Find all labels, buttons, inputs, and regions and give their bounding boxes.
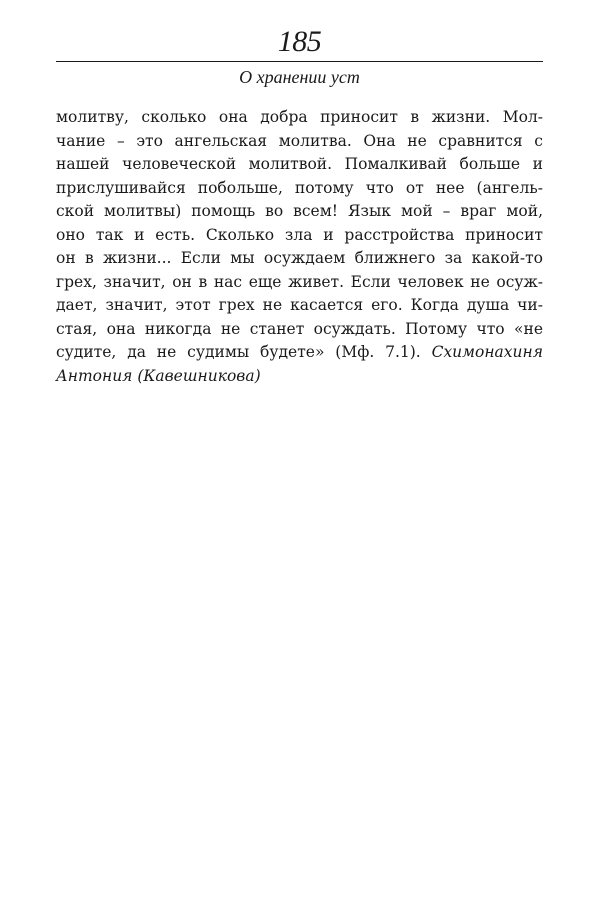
- page-number: 185: [277, 25, 322, 58]
- text-line: нашей человеческой молитвой. Помалкивай больше и: [56, 155, 543, 173]
- citation-text: судите, да не судимы будете» (Мф. 7.1).: [56, 343, 432, 361]
- header-divider: [56, 61, 543, 62]
- text-line: прислушивайся побольше, потому что от нее (ангель-: [56, 178, 543, 197]
- text-line: грех, значит, он в нас еще живет. Если человек не осуж-: [56, 272, 543, 291]
- text-line: молитву, сколько она добра приносит в жизни. Мол-: [56, 108, 543, 126]
- author-name-continued: Антония (Кавешникова): [56, 366, 261, 385]
- text-line: стая, она никогда не станет осуждать. Потому что «не: [56, 319, 543, 338]
- page-header: [56, 24, 543, 89]
- text-line-citation: [56, 341, 543, 365]
- text-line: он в жизни... Если мы осуждаем ближнего за какой-то: [56, 249, 543, 267]
- author-name: Схимонахиня: [431, 343, 543, 361]
- text-line: дает, значит, этот грех не касается его. Когда душа чи-: [56, 296, 543, 314]
- text-line: чание – это ангельская молитва. Она не сравнится с: [56, 131, 543, 150]
- text-line: оно так и есть. Сколько зла и расстройства приносит: [56, 225, 543, 244]
- text-line: ской молитвы) помощь во всем! Язык мой – враг мой,: [56, 202, 543, 220]
- running-title: О хранении уст: [239, 67, 360, 87]
- body-text: [56, 106, 543, 388]
